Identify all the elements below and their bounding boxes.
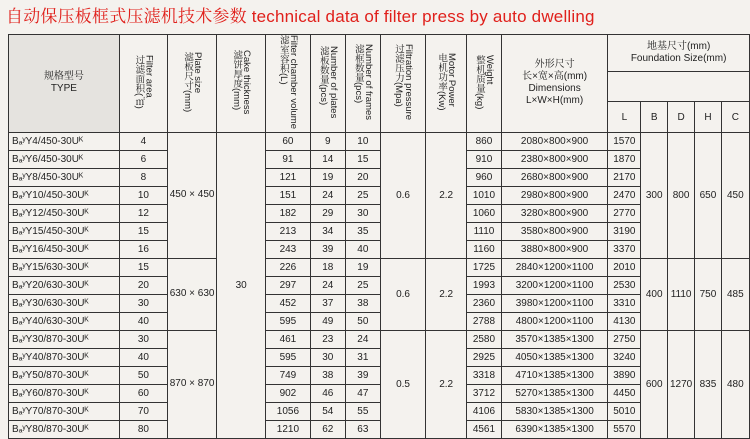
motor-power-cell: 2.2 [426,258,467,330]
foundation-l-cell: 1570 [608,132,641,150]
header-foundation-b: B [641,102,667,133]
filter-area-cell: 30 [119,294,167,312]
chamber-volume-cell: 902 [266,384,310,402]
plate-count-cell: 18 [310,258,345,276]
plate-count-cell: 29 [310,204,345,222]
plate-count-cell: 39 [310,240,345,258]
foundation-c-cell: 450 [721,132,749,258]
type-cell: BₐʸY40/870-30Uᴷ [9,348,120,366]
filter-area-cell: 15 [119,258,167,276]
filter-area-cell: 30 [119,330,167,348]
plate-count-cell: 9 [310,132,345,150]
filter-area-cell: 15 [119,222,167,240]
table-row [9,150,750,168]
weight-cell: 4561 [466,420,501,438]
chamber-volume-cell: 121 [266,168,310,186]
frame-count-cell: 39 [346,366,381,384]
plate-size-cell: 450 × 450 [168,132,217,258]
type-cell: BₐʸY15/450-30Uᴷ [9,222,120,240]
dimensions-cell: 3980×1200×1100 [501,294,607,312]
pressure-cell: 0.6 [380,258,426,330]
dimensions-cell: 2080×800×900 [501,132,607,150]
frame-count-cell: 38 [346,294,381,312]
chamber-volume-cell: 243 [266,240,310,258]
table-row [9,348,750,366]
foundation-l-cell: 3240 [608,348,641,366]
plate-count-cell: 38 [310,366,345,384]
plate-count-cell: 54 [310,402,345,420]
weight-cell: 1160 [466,240,501,258]
filter-area-cell: 40 [119,348,167,366]
table-row [9,222,750,240]
type-cell: BₐʸY6/450-30Uᴷ [9,150,120,168]
header-filter-area: Filter area 过滤面积(㎡) [119,35,167,133]
foundation-l-cell: 4130 [608,312,641,330]
type-cell: BₐʸY30/870-30Uᴷ [9,330,120,348]
foundation-l-cell: 2170 [608,168,641,186]
table-row [9,168,750,186]
frame-count-cell: 35 [346,222,381,240]
frame-count-cell: 20 [346,168,381,186]
chamber-volume-cell: 182 [266,204,310,222]
plate-count-cell: 14 [310,150,345,168]
plate-size-cell: 630 × 630 [168,258,217,330]
plate-count-cell: 30 [310,348,345,366]
type-cell: BₐʸY40/630-30Uᴷ [9,312,120,330]
foundation-l-cell: 5570 [608,420,641,438]
type-cell: BₐʸY30/630-30Uᴷ [9,294,120,312]
header-foundation-d: D [667,102,694,133]
chamber-volume-cell: 595 [266,312,310,330]
weight-cell: 960 [466,168,501,186]
table-row [9,384,750,402]
weight-cell: 3712 [466,384,501,402]
type-cell: BₐʸY10/450-30Uᴷ [9,186,120,204]
frame-count-cell: 10 [346,132,381,150]
foundation-l-cell: 2770 [608,204,641,222]
dimensions-cell: 2980×800×900 [501,186,607,204]
dimensions-cell: 3280×800×900 [501,204,607,222]
header-foundation: 地基尺寸(mm) Foundation Size(mm) [608,35,750,72]
frame-count-cell: 31 [346,348,381,366]
plate-size-cell: 870 × 870 [168,330,217,438]
table-row [9,258,750,276]
chamber-volume-cell: 213 [266,222,310,240]
chamber-volume-cell: 151 [266,186,310,204]
chamber-volume-cell: 595 [266,348,310,366]
filter-area-cell: 40 [119,312,167,330]
chamber-volume-cell: 452 [266,294,310,312]
weight-cell: 4106 [466,402,501,420]
dimensions-cell: 3570×1385×1300 [501,330,607,348]
table-row [9,240,750,258]
weight-cell: 910 [466,150,501,168]
dimensions-cell: 2680×800×900 [501,168,607,186]
dimensions-cell: 3880×800×900 [501,240,607,258]
table-row [9,186,750,204]
header-plate-size: Plate size 滤板尺寸(mm) [168,35,217,133]
motor-power-cell: 2.2 [426,132,467,258]
dimensions-cell: 4050×1385×1300 [501,348,607,366]
spec-table [8,34,750,439]
plate-count-cell: 19 [310,168,345,186]
weight-cell: 2788 [466,312,501,330]
header-type: 规格型号 TYPE [9,35,120,133]
chamber-volume-cell: 297 [266,276,310,294]
plate-count-cell: 37 [310,294,345,312]
chamber-volume-cell: 226 [266,258,310,276]
type-cell: BₐʸY4/450-30Uᴷ [9,132,120,150]
table-row [9,402,750,420]
plate-count-cell: 46 [310,384,345,402]
weight-cell: 860 [466,132,501,150]
filter-area-cell: 70 [119,402,167,420]
filter-area-cell: 20 [119,276,167,294]
dimensions-cell: 2840×1200×1100 [501,258,607,276]
foundation-l-cell: 2010 [608,258,641,276]
filter-area-cell: 16 [119,240,167,258]
table-row [9,366,750,384]
weight-cell: 1010 [466,186,501,204]
weight-cell: 2580 [466,330,501,348]
foundation-l-cell: 3310 [608,294,641,312]
foundation-b-cell: 300 [641,132,667,258]
foundation-l-cell: 5010 [608,402,641,420]
foundation-l-cell: 2530 [608,276,641,294]
spec-table-wrapper [8,34,750,439]
foundation-l-cell: 2470 [608,186,641,204]
plate-count-cell: 62 [310,420,345,438]
type-cell: BₐʸY20/630-30Uᴷ [9,276,120,294]
plate-count-cell: 24 [310,276,345,294]
weight-cell: 2925 [466,348,501,366]
dimensions-cell: 5830×1385×1300 [501,402,607,420]
foundation-c-cell: 480 [721,330,749,438]
weight-cell: 3318 [466,366,501,384]
header-foundation-h: H [695,102,721,133]
filter-area-cell: 12 [119,204,167,222]
type-cell: BₐʸY50/870-30Uᴷ [9,366,120,384]
dimensions-cell: 4800×1200×1100 [501,312,607,330]
filter-area-cell: 60 [119,384,167,402]
table-row [9,420,750,438]
header-frame-count: Number of frames 滤框数量(pcs) [346,35,381,133]
dimensions-cell: 5270×1385×1300 [501,384,607,402]
filter-area-cell: 8 [119,168,167,186]
foundation-l-cell: 2750 [608,330,641,348]
foundation-d-cell: 800 [667,132,694,258]
header-cake-thickness: Cake thickness 滤饼厚度(mm) [217,35,266,133]
plate-count-cell: 23 [310,330,345,348]
foundation-d-cell: 1110 [667,258,694,330]
foundation-l-cell: 4450 [608,384,641,402]
table-row [9,204,750,222]
header-plate-count: Number of plates 滤板数量(pcs) [310,35,345,133]
dimensions-cell: 3580×800×900 [501,222,607,240]
frame-count-cell: 25 [346,186,381,204]
weight-cell: 1110 [466,222,501,240]
type-cell: BₐʸY15/630-30Uᴷ [9,258,120,276]
chamber-volume-cell: 749 [266,366,310,384]
chamber-volume-cell: 60 [266,132,310,150]
plate-count-cell: 49 [310,312,345,330]
table-row [9,312,750,330]
chamber-volume-cell: 461 [266,330,310,348]
chamber-volume-cell: 1210 [266,420,310,438]
foundation-b-cell: 600 [641,330,667,438]
filter-area-cell: 80 [119,420,167,438]
header-chamber-volume: Filter chamber volume 滤室容积(L) [266,35,310,133]
header-foundation-c: C [721,102,749,133]
header-dimensions: 外形尺寸 长×宽×高(mm) Dimensions L×W×H(mm) [501,35,607,133]
type-cell: BₐʸY80/870-30Uᴷ [9,420,120,438]
header-weight: Weight 整机质量(kg) [466,35,501,133]
frame-count-cell: 25 [346,276,381,294]
filter-area-cell: 6 [119,150,167,168]
page-title: 自动保压板框式压滤机技术参数 technical data of filter press by auto dwelling [6,7,595,26]
weight-cell: 1060 [466,204,501,222]
foundation-l-cell: 1870 [608,150,641,168]
frame-count-cell: 30 [346,204,381,222]
foundation-h-cell: 650 [695,132,721,258]
foundation-d-cell: 1270 [667,330,694,438]
type-cell: BₐʸY8/450-30Uᴷ [9,168,120,186]
frame-count-cell: 40 [346,240,381,258]
weight-cell: 2360 [466,294,501,312]
filter-area-cell: 50 [119,366,167,384]
frame-count-cell: 19 [346,258,381,276]
foundation-l-cell: 3190 [608,222,641,240]
foundation-b-cell: 400 [641,258,667,330]
header-foundation-l: L [608,102,641,133]
type-cell: BₐʸY70/870-30Uᴷ [9,402,120,420]
pressure-cell: 0.5 [380,330,426,438]
pressure-cell: 0.6 [380,132,426,258]
type-cell: BₐʸY16/450-30Uᴷ [9,240,120,258]
foundation-l-cell: 3370 [608,240,641,258]
type-cell: BₐʸY12/450-30Uᴷ [9,204,120,222]
filter-area-cell: 4 [119,132,167,150]
table-row [9,330,750,348]
frame-count-cell: 55 [346,402,381,420]
filter-area-cell: 10 [119,186,167,204]
plate-count-cell: 34 [310,222,345,240]
foundation-h-cell: 750 [695,258,721,330]
chamber-volume-cell: 91 [266,150,310,168]
dimensions-cell: 3200×1200×1100 [501,276,607,294]
spec-table-body [9,132,750,438]
header-motor-power: Motor Power 电机功率(Kw) [426,35,467,133]
frame-count-cell: 50 [346,312,381,330]
dimensions-cell: 6390×1385×1300 [501,420,607,438]
frame-count-cell: 24 [346,330,381,348]
frame-count-cell: 47 [346,384,381,402]
type-cell: BₐʸY60/870-30Uᴷ [9,384,120,402]
table-row [9,276,750,294]
header-foundation-spacer [608,71,750,102]
foundation-c-cell: 485 [721,258,749,330]
dimensions-cell: 4710×1385×1300 [501,366,607,384]
weight-cell: 1725 [466,258,501,276]
header-filtration-pressure: Filtration pressure 过滤压力(Mpa) [380,35,426,133]
foundation-h-cell: 835 [695,330,721,438]
table-row [9,294,750,312]
cake-thickness-cell: 30 [217,132,266,438]
chamber-volume-cell: 1056 [266,402,310,420]
foundation-l-cell: 3890 [608,366,641,384]
weight-cell: 1993 [466,276,501,294]
dimensions-cell: 2380×800×900 [501,150,607,168]
frame-count-cell: 15 [346,150,381,168]
table-row [9,132,750,150]
frame-count-cell: 63 [346,420,381,438]
motor-power-cell: 2.2 [426,330,467,438]
plate-count-cell: 24 [310,186,345,204]
